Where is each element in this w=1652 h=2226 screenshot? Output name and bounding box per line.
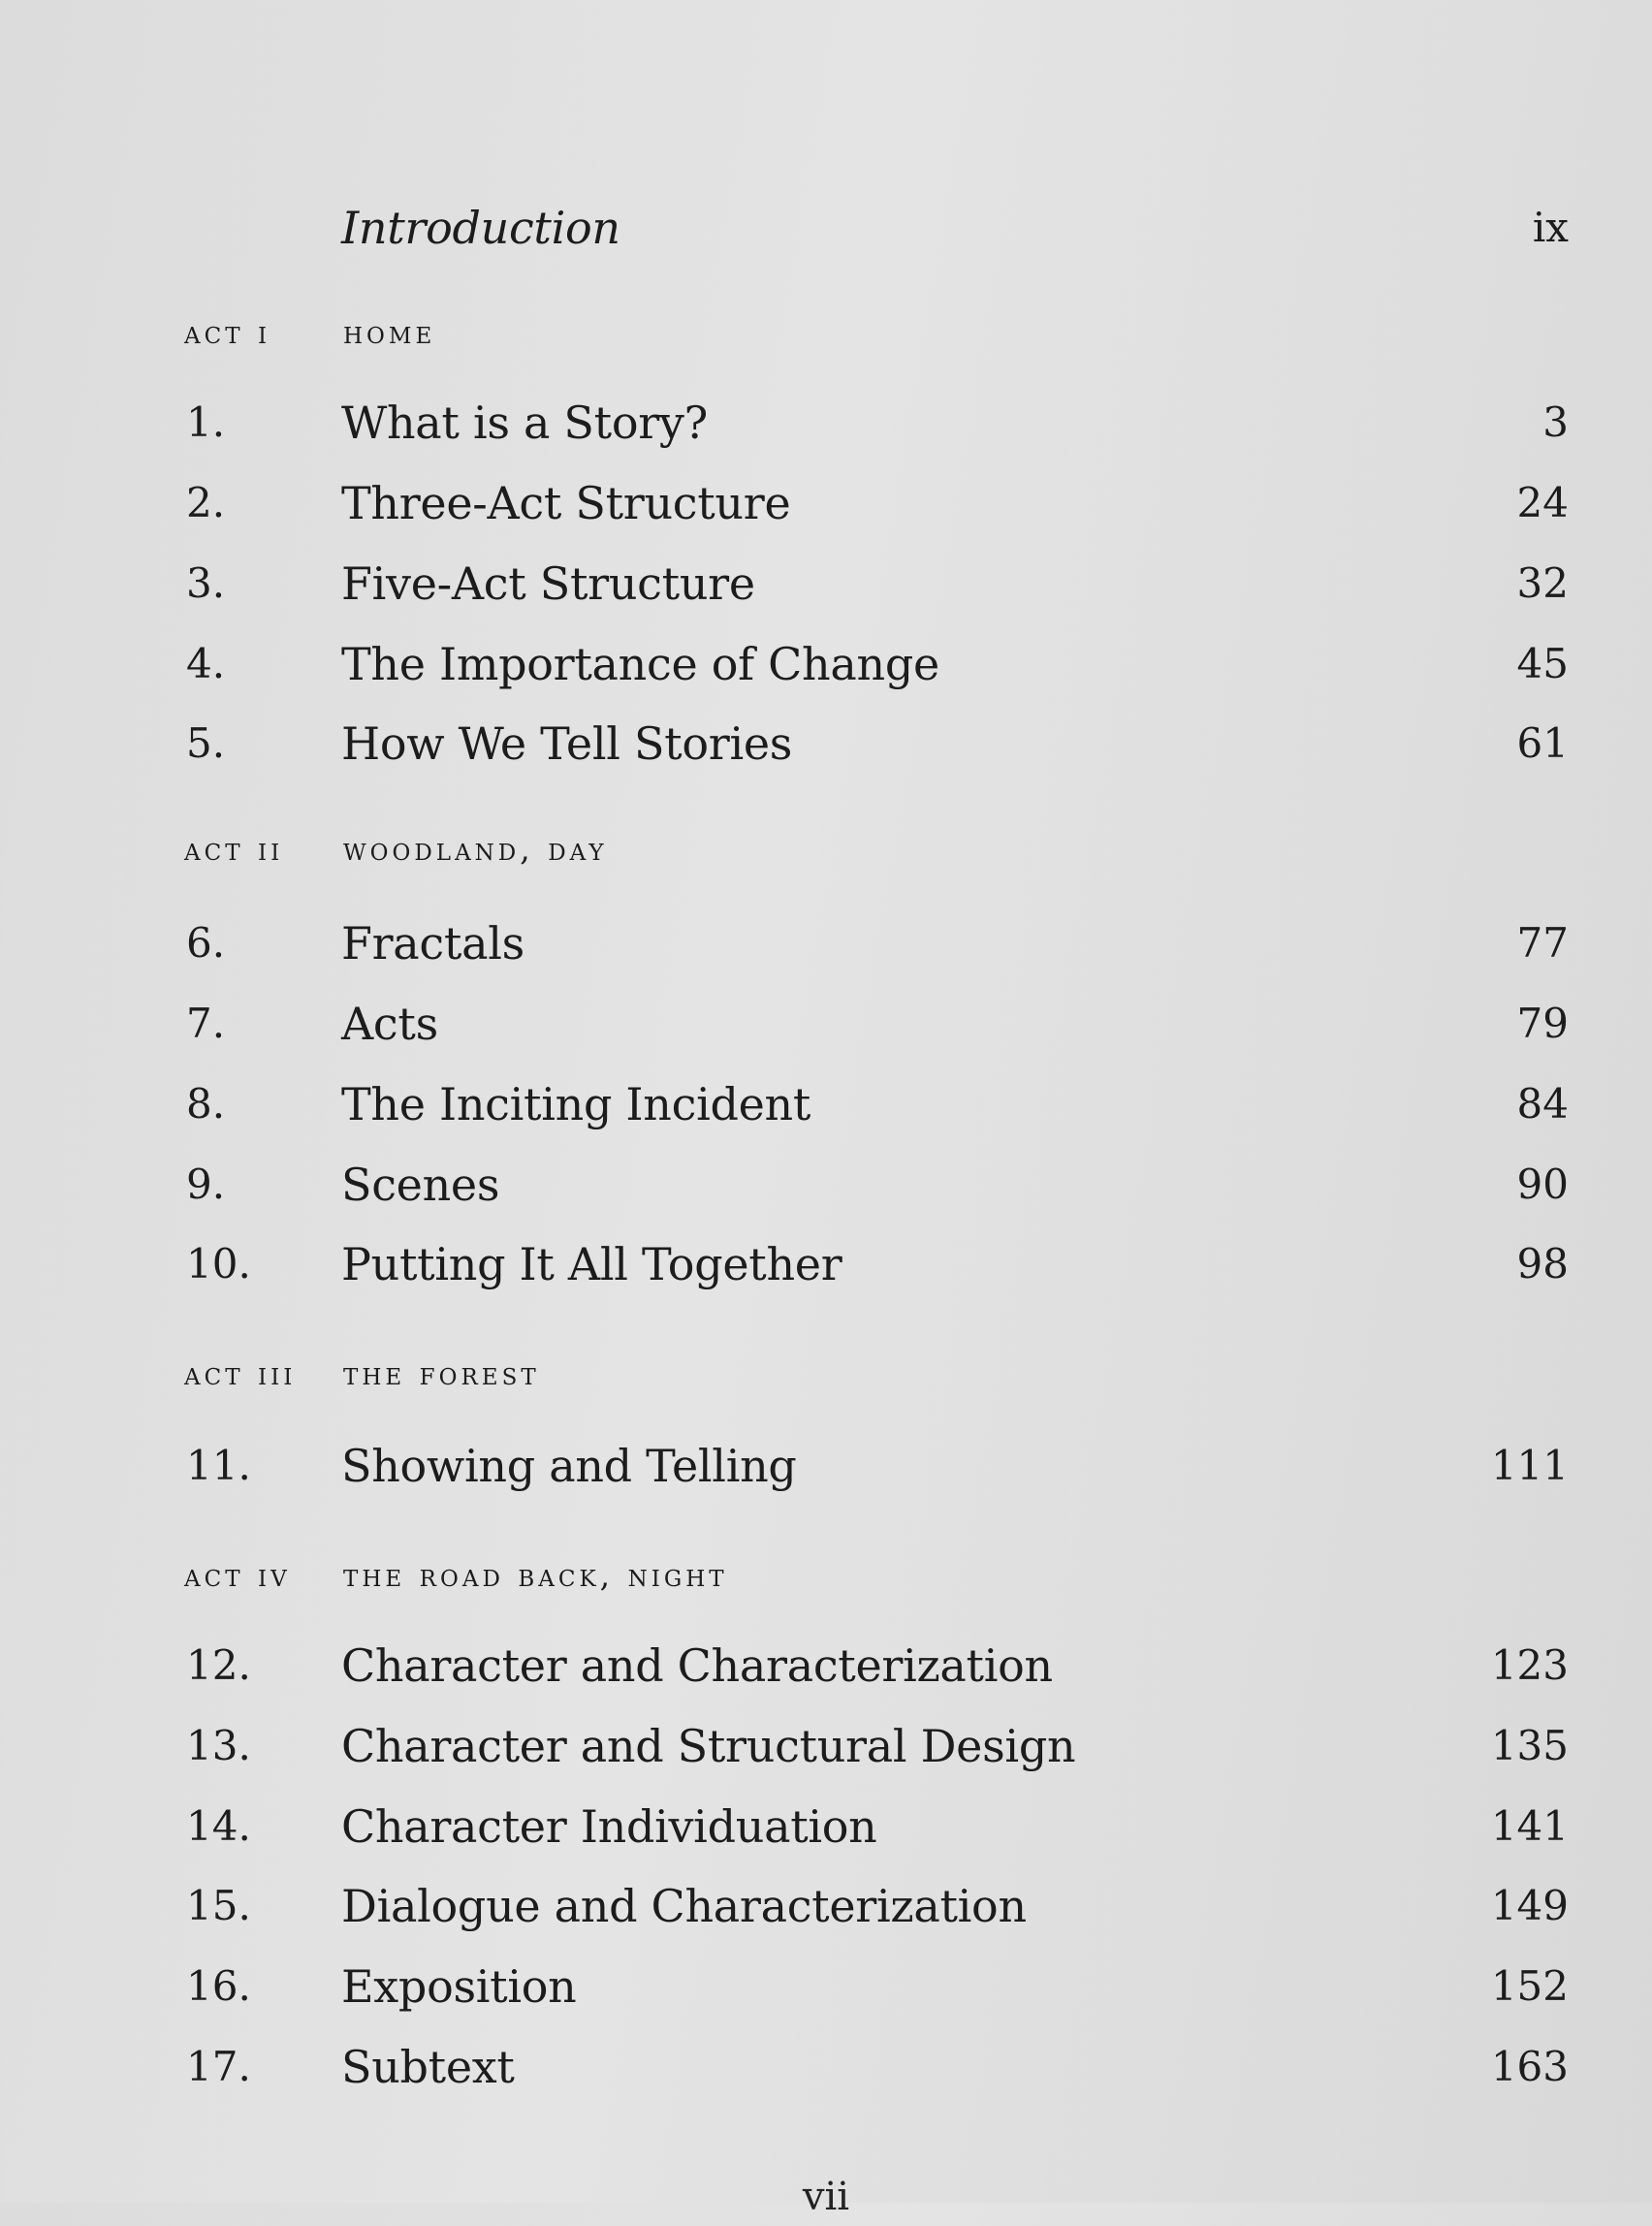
- chapter-page-number: 84: [1516, 1080, 1569, 1128]
- chapter-number: 9.: [186, 1161, 226, 1208]
- chapter-title: Character and Structural Design: [341, 1720, 1076, 1772]
- toc-entry[interactable]: [0, 1075, 1652, 1133]
- chapter-title: Acts: [341, 998, 438, 1050]
- toc-entry[interactable]: [0, 1957, 1652, 2016]
- chapter-number: 4.: [186, 640, 226, 687]
- act-heading: [0, 1551, 1652, 1609]
- act-label: act i: [184, 313, 271, 351]
- chapter-page-number: 77: [1516, 919, 1569, 967]
- toc-entry[interactable]: [0, 1235, 1652, 1293]
- chapter-title: What is a Story?: [341, 397, 708, 449]
- chapter-page-number: 123: [1490, 1641, 1569, 1689]
- toc-entry[interactable]: [0, 914, 1652, 972]
- act-heading: [0, 308, 1652, 366]
- toc-entry[interactable]: [0, 995, 1652, 1053]
- chapter-title: The Importance of Change: [341, 638, 939, 690]
- chapter-number: 12.: [186, 1641, 251, 1689]
- toc-entry[interactable]: [0, 1717, 1652, 1775]
- chapter-number: 1.: [186, 398, 226, 446]
- act-name: woodland, day: [343, 830, 608, 868]
- toc-entry[interactable]: [0, 2038, 1652, 2096]
- chapter-title: Dialogue and Characterization: [341, 1880, 1027, 1932]
- toc-entry[interactable]: [0, 1877, 1652, 1935]
- chapter-title: Fractals: [341, 917, 524, 970]
- chapter-page-number: 24: [1516, 479, 1569, 526]
- chapter-title: Character Individuation: [341, 1800, 877, 1853]
- chapter-title: Scenes: [341, 1159, 500, 1211]
- chapter-number: 2.: [186, 479, 226, 526]
- chapter-number: 16.: [186, 1962, 251, 2010]
- toc-entry[interactable]: [0, 1797, 1652, 1856]
- chapter-page-number: 135: [1490, 1722, 1569, 1769]
- toc-entry[interactable]: [0, 474, 1652, 532]
- act-name: the road back, night: [343, 1556, 728, 1594]
- toc-entry[interactable]: [0, 1156, 1652, 1214]
- toc-entry[interactable]: [0, 635, 1652, 693]
- entry-title: Introduction: [341, 202, 620, 254]
- toc-entry[interactable]: [0, 1437, 1652, 1495]
- chapter-number: 3.: [186, 559, 226, 607]
- chapter-page-number: 149: [1490, 1882, 1569, 1929]
- toc-entry[interactable]: [0, 1637, 1652, 1695]
- toc-entry[interactable]: [0, 555, 1652, 613]
- act-heading: [0, 1350, 1652, 1408]
- act-name: the forest: [343, 1354, 540, 1392]
- chapter-number: 11.: [186, 1442, 251, 1489]
- chapter-page-number: 152: [1490, 1962, 1569, 2010]
- chapter-title: Three-Act Structure: [341, 477, 791, 529]
- chapter-title: The Inciting Incident: [341, 1078, 811, 1130]
- chapter-number: 15.: [186, 1882, 251, 1929]
- chapter-number: 7.: [186, 1000, 226, 1047]
- entry-page-number: ix: [1532, 204, 1569, 251]
- act-name: home: [343, 313, 436, 351]
- chapter-page-number: 79: [1516, 1000, 1569, 1047]
- chapter-number: 6.: [186, 919, 226, 967]
- chapter-number: 8.: [186, 1080, 226, 1128]
- chapter-page-number: 45: [1516, 640, 1569, 687]
- chapter-title: Putting It All Together: [341, 1238, 842, 1290]
- chapter-page-number: 141: [1490, 1802, 1569, 1850]
- chapter-page-number: 3: [1542, 398, 1569, 446]
- chapter-page-number: 61: [1516, 719, 1569, 767]
- chapter-page-number: 111: [1490, 1442, 1569, 1489]
- chapter-page-number: 98: [1516, 1240, 1569, 1288]
- page-folio: vii: [802, 2175, 850, 2219]
- chapter-page-number: 90: [1516, 1161, 1569, 1208]
- act-label: act iv: [184, 1556, 291, 1594]
- chapter-title: Five-Act Structure: [341, 557, 755, 610]
- chapter-title: How We Tell Stories: [341, 717, 793, 770]
- chapter-page-number: 32: [1516, 559, 1569, 607]
- chapter-number: 17.: [186, 2043, 251, 2090]
- chapter-title: Showing and Telling: [341, 1440, 797, 1492]
- toc-entry[interactable]: [0, 715, 1652, 773]
- act-label: act ii: [184, 830, 284, 868]
- chapter-title: Subtext: [341, 2041, 515, 2093]
- chapter-number: 10.: [186, 1240, 251, 1288]
- act-heading: [0, 825, 1652, 883]
- act-label: act iii: [184, 1354, 297, 1392]
- chapter-title: Exposition: [341, 1960, 577, 2013]
- chapter-number: 14.: [186, 1802, 251, 1850]
- chapter-number: 13.: [186, 1722, 251, 1769]
- chapter-page-number: 163: [1490, 2043, 1569, 2090]
- toc-entry-introduction[interactable]: [0, 199, 1652, 257]
- chapter-title: Character and Characterization: [341, 1639, 1053, 1692]
- chapter-number: 5.: [186, 719, 226, 767]
- toc-entry[interactable]: [0, 394, 1652, 452]
